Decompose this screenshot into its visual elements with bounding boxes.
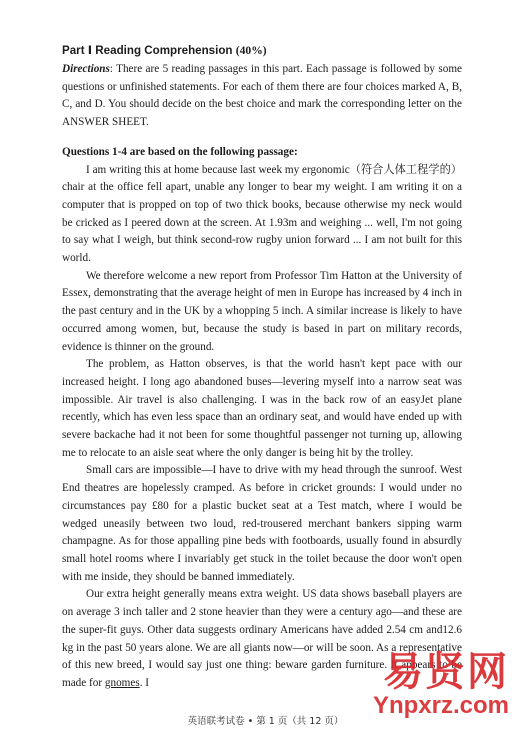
part-title-text: Part Ⅰ Reading Comprehension (62, 44, 233, 57)
directions-label: Directions (62, 63, 110, 75)
watermark-chinese: 易贤网 (383, 649, 509, 695)
watermark-logo (373, 650, 509, 718)
page-footer: 英语联考试卷 • 第 1 页（共 12 页） (187, 716, 344, 727)
passage-paragraph-4: Small cars are impossible—I have to drive with my head through the sunroof. West End theatres are hopelessly cramped. As before in cricket grounds: I would under no circumstances pay £80 for a plastic bucket seat at a Test match, where I would be wedged uneasily between two loud, red-trousered merchant bankers sipping warm champagne. As for those appalling pine beds with footboards, usually found in absurdly small hotel rooms where I invariably get stuck in the toilet because the door won't open with me inside, they should be banned immediately. (62, 464, 462, 583)
passage-paragraph-1: I am writing this at home because last week my ergonomic（符合人体工程学的）chair at the office fell apart, unable any longer to bear my weight. I am writing it on a computer that is propped on top of two thick books, because otherwise my neck would be cricked as I peered down at the screen. At 1.93m and weighing ... well, I'm not going to say what I weigh, but think second-row rugby union forward ... I am not built for this world. (62, 163, 462, 265)
part-percent: (40%) (235, 44, 267, 57)
directions-text: : There are 5 reading passages in this part. Each passage is followed by some questions or unfinished statements. For each of them there are four choices marked A, B, C, and D. You should decide on the best choice and mark the corresponding letter on the ANSWER SHEET. (62, 63, 462, 129)
part-title (62, 42, 462, 59)
paragraph-5-tail: . I (139, 676, 150, 689)
underlined-word-gnomes: gnomes (104, 676, 140, 689)
directions-paragraph (62, 61, 462, 132)
questions-heading: Questions 1-4 are based on the following passage: (62, 145, 298, 158)
watermark-url: Ynpxrz.com (372, 692, 509, 719)
passage-paragraph-3: The problem, as Hatton observes, is that the world hasn't kept pace with our increased height. I long ago abandoned buses—levering myself into a narrow seat was impossible. Air travel is also challenging. I was in the back row of an easyJet plane recently, which has even less space than an ordinary seat, and would have ended up with severe backache had it not been for some thoughtful passenger not turning up, allowing me to relocate to an aisle seat where the only danger is being hit by the trolley. (62, 358, 462, 459)
passage-paragraph-2: We therefore welcome a new report from Professor Tim Hatton at the University of Essex, demonstrating that the average height of men in Europe has increased by 4 inch in the past century and in the UK by a whopping 5 inch. A similar increase is likely to have occurred among women, but, because the study is based in part on military records, evidence is thinner on the ground. (62, 269, 462, 353)
paragraph-5-text: Our extra height generally means extra weight. US data shows baseball players are on average 3 inch taller and 2 stone heavier than they were a century ago—and these are the super-fit guys. Other data suggests ordinary Americans have added 2.54 cm and12.6 kg in the past 50 years alone. We are all giants now—or will be soon. As a representative of this new breed, I would say just one thing: beware garden furniture. It appears to be made for (62, 588, 462, 689)
document-page (62, 42, 462, 693)
